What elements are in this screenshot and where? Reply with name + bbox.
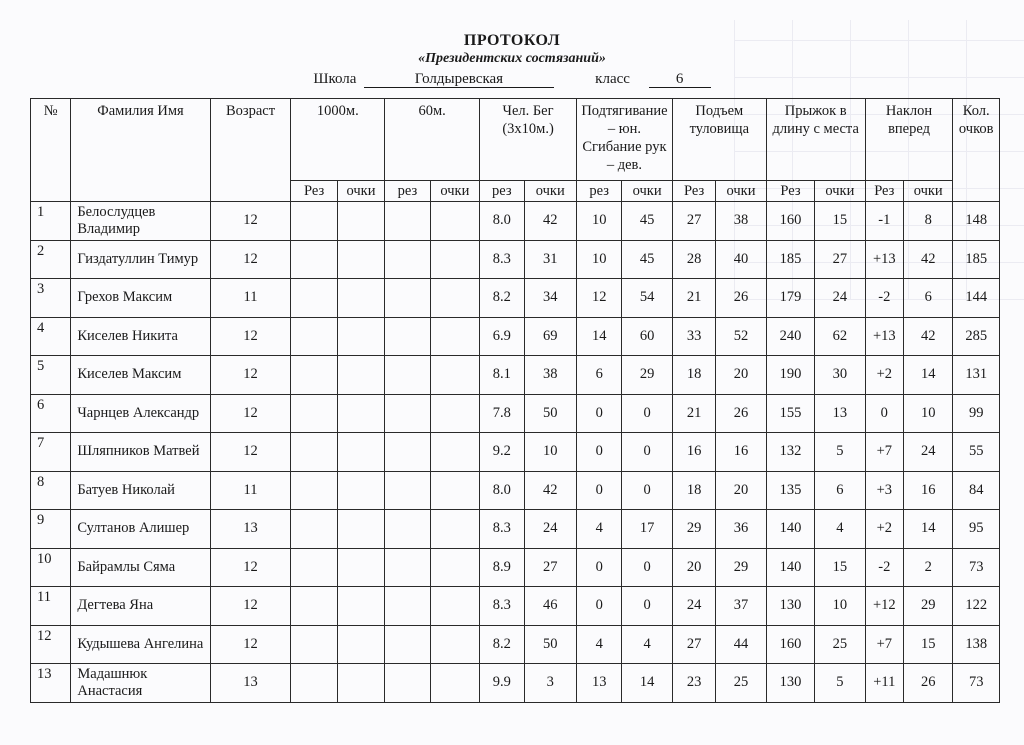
shuttle-result: 8.9	[480, 548, 524, 587]
shuttle-result: 8.3	[480, 240, 524, 279]
run-60-points	[430, 510, 479, 549]
situps-points: 52	[716, 317, 766, 356]
bend-points: 24	[903, 433, 952, 472]
bend-result: +11	[865, 664, 903, 703]
header-name: Фамилия Имя	[71, 99, 210, 202]
run-60-points	[430, 625, 479, 664]
run-60-result	[385, 510, 430, 549]
bend-result: -2	[865, 548, 903, 587]
total-points: 285	[953, 317, 1000, 356]
pullups-points: 4	[622, 625, 672, 664]
age-cell: 12	[210, 202, 291, 241]
shuttle-points: 27	[524, 548, 577, 587]
row-number: 9	[31, 510, 71, 549]
bend-result: -2	[865, 279, 903, 318]
bend-points: 42	[903, 240, 952, 279]
shuttle-points: 38	[524, 356, 577, 395]
run-60-points	[430, 471, 479, 510]
long-jump-points: 30	[815, 356, 865, 395]
run-60-result	[385, 433, 430, 472]
age-cell: 12	[210, 394, 291, 433]
run-60-result	[385, 664, 430, 703]
subheader-points: очки	[622, 181, 672, 202]
student-name: Чарнцев Александр	[71, 394, 210, 433]
long-jump-points: 15	[815, 548, 865, 587]
long-jump-points: 5	[815, 664, 865, 703]
bend-points: 6	[903, 279, 952, 318]
pullups-result: 12	[577, 279, 622, 318]
subheader-result: Рез	[766, 181, 814, 202]
pullups-result: 0	[577, 394, 622, 433]
subheader-points: очки	[524, 181, 577, 202]
long-jump-result: 190	[766, 356, 814, 395]
shuttle-result: 8.0	[480, 202, 524, 241]
shuttle-points: 50	[524, 394, 577, 433]
row-number: 2	[31, 240, 71, 279]
school-label: Школа	[313, 71, 357, 87]
run-60-points	[430, 356, 479, 395]
bend-points: 14	[903, 510, 952, 549]
long-jump-result: 160	[766, 625, 814, 664]
pullups-points: 0	[622, 587, 672, 626]
shuttle-result: 8.3	[480, 587, 524, 626]
situps-points: 29	[716, 548, 766, 587]
long-jump-points: 15	[815, 202, 865, 241]
run-1000-result	[291, 587, 337, 626]
header-total: Кол. очков	[953, 99, 1000, 202]
student-name: Султанов Алишер	[71, 510, 210, 549]
run-1000-result	[291, 664, 337, 703]
student-name: Кудышева Ангелина	[71, 625, 210, 664]
pullups-result: 4	[577, 625, 622, 664]
shuttle-points: 69	[524, 317, 577, 356]
age-cell: 11	[210, 471, 291, 510]
long-jump-result: 240	[766, 317, 814, 356]
table-row	[31, 587, 1000, 626]
total-points: 131	[953, 356, 1000, 395]
class-value: 6	[649, 71, 711, 88]
row-number: 11	[31, 587, 71, 626]
table-row	[31, 317, 1000, 356]
class-label: класс	[595, 71, 630, 87]
document-header	[0, 32, 1024, 67]
row-number: 6	[31, 394, 71, 433]
age-cell: 12	[210, 587, 291, 626]
bend-points: 29	[903, 587, 952, 626]
run-1000-result	[291, 510, 337, 549]
table-row	[31, 664, 1000, 703]
age-cell: 11	[210, 279, 291, 318]
situps-points: 20	[716, 471, 766, 510]
header-run-60: 60м.	[385, 99, 480, 181]
long-jump-result: 185	[766, 240, 814, 279]
situps-result: 21	[672, 394, 715, 433]
row-number: 1	[31, 202, 71, 241]
pullups-result: 10	[577, 202, 622, 241]
pullups-result: 0	[577, 548, 622, 587]
row-number: 3	[31, 279, 71, 318]
situps-points: 25	[716, 664, 766, 703]
run-60-points	[430, 279, 479, 318]
table-row	[31, 625, 1000, 664]
run-60-result	[385, 317, 430, 356]
long-jump-points: 27	[815, 240, 865, 279]
run-1000-result	[291, 202, 337, 241]
subheader-result: Рез	[672, 181, 715, 202]
bend-points: 10	[903, 394, 952, 433]
document-title: ПРОТОКОЛ	[463, 32, 561, 49]
pullups-result: 13	[577, 664, 622, 703]
total-points: 73	[953, 664, 1000, 703]
total-points: 122	[953, 587, 1000, 626]
shuttle-result: 6.9	[480, 317, 524, 356]
student-name: Белослудцев Владимир	[71, 202, 210, 241]
table-row	[31, 356, 1000, 395]
subheader-result: Рез	[291, 181, 337, 202]
age-cell: 12	[210, 433, 291, 472]
age-cell: 12	[210, 317, 291, 356]
pullups-result: 6	[577, 356, 622, 395]
long-jump-result: 179	[766, 279, 814, 318]
age-cell: 13	[210, 510, 291, 549]
bend-result: +3	[865, 471, 903, 510]
run-60-result	[385, 625, 430, 664]
pullups-points: 0	[622, 548, 672, 587]
row-number: 5	[31, 356, 71, 395]
student-name: Мадашнюк Анастасия	[71, 664, 210, 703]
table-row	[31, 548, 1000, 587]
row-number: 13	[31, 664, 71, 703]
run-60-points	[430, 587, 479, 626]
run-60-result	[385, 240, 430, 279]
table-row	[31, 510, 1000, 549]
situps-result: 29	[672, 510, 715, 549]
run-1000-points	[337, 548, 384, 587]
run-60-result	[385, 471, 430, 510]
situps-points: 40	[716, 240, 766, 279]
pullups-result: 0	[577, 433, 622, 472]
table-row	[31, 394, 1000, 433]
header-bend: Наклон вперед	[865, 99, 953, 181]
age-cell: 12	[210, 240, 291, 279]
row-number: 4	[31, 317, 71, 356]
run-1000-points	[337, 317, 384, 356]
long-jump-points: 10	[815, 587, 865, 626]
run-60-points	[430, 317, 479, 356]
bend-result: +7	[865, 625, 903, 664]
bend-points: 15	[903, 625, 952, 664]
student-name: Грехов Максим	[71, 279, 210, 318]
age-cell: 12	[210, 548, 291, 587]
row-number: 10	[31, 548, 71, 587]
run-1000-result	[291, 471, 337, 510]
run-1000-result	[291, 433, 337, 472]
long-jump-points: 25	[815, 625, 865, 664]
header-num: №	[31, 99, 71, 202]
pullups-points: 45	[622, 202, 672, 241]
shuttle-points: 24	[524, 510, 577, 549]
table-row	[31, 202, 1000, 241]
pullups-points: 29	[622, 356, 672, 395]
run-1000-points	[337, 356, 384, 395]
header-situps: Подъем туловища	[672, 99, 766, 181]
shuttle-points: 3	[524, 664, 577, 703]
long-jump-points: 4	[815, 510, 865, 549]
shuttle-result: 9.9	[480, 664, 524, 703]
situps-result: 18	[672, 356, 715, 395]
bend-points: 14	[903, 356, 952, 395]
row-number: 7	[31, 433, 71, 472]
subheader-result: Рез	[865, 181, 903, 202]
run-1000-points	[337, 625, 384, 664]
subheader-result: рез	[480, 181, 524, 202]
total-points: 95	[953, 510, 1000, 549]
run-1000-result	[291, 317, 337, 356]
bend-points: 8	[903, 202, 952, 241]
run-60-result	[385, 587, 430, 626]
subheader-result: рез	[385, 181, 430, 202]
student-name: Дегтева Яна	[71, 587, 210, 626]
shuttle-points: 34	[524, 279, 577, 318]
header-run-1000: 1000м.	[291, 99, 385, 181]
pullups-points: 0	[622, 433, 672, 472]
situps-points: 44	[716, 625, 766, 664]
table-row	[31, 279, 1000, 318]
bend-result: -1	[865, 202, 903, 241]
student-name: Киселев Максим	[71, 356, 210, 395]
shuttle-result: 8.2	[480, 279, 524, 318]
total-points: 185	[953, 240, 1000, 279]
long-jump-points: 6	[815, 471, 865, 510]
age-cell: 12	[210, 356, 291, 395]
situps-points: 26	[716, 279, 766, 318]
situps-result: 23	[672, 664, 715, 703]
school-name: Голдыревская	[364, 71, 554, 88]
long-jump-points: 13	[815, 394, 865, 433]
run-1000-points	[337, 433, 384, 472]
run-1000-result	[291, 394, 337, 433]
pullups-result: 0	[577, 587, 622, 626]
run-1000-result	[291, 625, 337, 664]
long-jump-result: 135	[766, 471, 814, 510]
shuttle-points: 50	[524, 625, 577, 664]
long-jump-points: 24	[815, 279, 865, 318]
pullups-result: 4	[577, 510, 622, 549]
long-jump-result: 132	[766, 433, 814, 472]
run-1000-result	[291, 548, 337, 587]
bend-result: +13	[865, 240, 903, 279]
pullups-points: 54	[622, 279, 672, 318]
bend-result: +13	[865, 317, 903, 356]
bend-result: +2	[865, 356, 903, 395]
header-age: Возраст	[210, 99, 291, 202]
run-1000-points	[337, 202, 384, 241]
bend-points: 26	[903, 664, 952, 703]
shuttle-result: 8.3	[480, 510, 524, 549]
pullups-result: 10	[577, 240, 622, 279]
run-1000-result	[291, 279, 337, 318]
table-row	[31, 240, 1000, 279]
run-1000-points	[337, 664, 384, 703]
situps-points: 16	[716, 433, 766, 472]
situps-points: 36	[716, 510, 766, 549]
run-60-result	[385, 356, 430, 395]
situps-result: 27	[672, 625, 715, 664]
run-1000-points	[337, 510, 384, 549]
shuttle-points: 42	[524, 202, 577, 241]
long-jump-result: 155	[766, 394, 814, 433]
subheader-points: очки	[337, 181, 384, 202]
situps-result: 18	[672, 471, 715, 510]
header-pullups: Подтягивание – юн. Сгибание рук – дев.	[577, 99, 673, 181]
total-points: 138	[953, 625, 1000, 664]
subheader-points: очки	[903, 181, 952, 202]
bend-result: +7	[865, 433, 903, 472]
student-name: Байрамлы Сяма	[71, 548, 210, 587]
run-60-points	[430, 202, 479, 241]
table-row	[31, 471, 1000, 510]
pullups-points: 14	[622, 664, 672, 703]
long-jump-result: 130	[766, 664, 814, 703]
school-line	[0, 71, 1024, 88]
bend-points: 2	[903, 548, 952, 587]
run-1000-result	[291, 240, 337, 279]
student-name: Киселев Никита	[71, 317, 210, 356]
shuttle-result: 8.2	[480, 625, 524, 664]
student-name: Гиздатуллин Тимур	[71, 240, 210, 279]
run-60-result	[385, 548, 430, 587]
situps-points: 37	[716, 587, 766, 626]
shuttle-result: 9.2	[480, 433, 524, 472]
situps-result: 21	[672, 279, 715, 318]
total-points: 73	[953, 548, 1000, 587]
long-jump-result: 140	[766, 548, 814, 587]
total-points: 99	[953, 394, 1000, 433]
run-60-result	[385, 202, 430, 241]
subheader-result: рез	[577, 181, 622, 202]
student-name: Батуев Николай	[71, 471, 210, 510]
total-points: 55	[953, 433, 1000, 472]
run-1000-points	[337, 587, 384, 626]
total-points: 148	[953, 202, 1000, 241]
run-60-points	[430, 433, 479, 472]
situps-result: 16	[672, 433, 715, 472]
pullups-result: 0	[577, 471, 622, 510]
age-cell: 13	[210, 664, 291, 703]
run-60-points	[430, 394, 479, 433]
long-jump-points: 5	[815, 433, 865, 472]
bend-points: 16	[903, 471, 952, 510]
pullups-points: 17	[622, 510, 672, 549]
run-60-points	[430, 548, 479, 587]
total-points: 144	[953, 279, 1000, 318]
long-jump-result: 130	[766, 587, 814, 626]
header-long-jump: Прыжок в длину с места	[766, 99, 865, 181]
total-points: 84	[953, 471, 1000, 510]
subheader-points: очки	[815, 181, 865, 202]
situps-points: 20	[716, 356, 766, 395]
run-60-result	[385, 394, 430, 433]
row-number: 12	[31, 625, 71, 664]
run-1000-points	[337, 279, 384, 318]
bend-result: +12	[865, 587, 903, 626]
header-shuttle: Чел. Бег (3х10м.)	[480, 99, 577, 181]
situps-result: 33	[672, 317, 715, 356]
row-number: 8	[31, 471, 71, 510]
shuttle-points: 31	[524, 240, 577, 279]
situps-result: 27	[672, 202, 715, 241]
run-60-result	[385, 279, 430, 318]
results-table	[30, 98, 1000, 703]
shuttle-points: 46	[524, 587, 577, 626]
long-jump-points: 62	[815, 317, 865, 356]
shuttle-result: 8.1	[480, 356, 524, 395]
long-jump-result: 140	[766, 510, 814, 549]
run-1000-points	[337, 240, 384, 279]
run-1000-result	[291, 356, 337, 395]
shuttle-result: 7.8	[480, 394, 524, 433]
shuttle-points: 10	[524, 433, 577, 472]
pullups-points: 0	[622, 471, 672, 510]
student-name: Шляпников Матвей	[71, 433, 210, 472]
bend-result: 0	[865, 394, 903, 433]
run-60-points	[430, 240, 479, 279]
pullups-points: 0	[622, 394, 672, 433]
shuttle-result: 8.0	[480, 471, 524, 510]
subheader-points: очки	[430, 181, 479, 202]
pullups-points: 60	[622, 317, 672, 356]
document-subtitle: «Президентских состязаний»	[418, 51, 606, 66]
age-cell: 12	[210, 625, 291, 664]
pullups-result: 14	[577, 317, 622, 356]
run-1000-points	[337, 394, 384, 433]
situps-result: 20	[672, 548, 715, 587]
run-60-points	[430, 664, 479, 703]
situps-points: 38	[716, 202, 766, 241]
subheader-points: очки	[716, 181, 766, 202]
shuttle-points: 42	[524, 471, 577, 510]
table-row	[31, 433, 1000, 472]
situps-points: 26	[716, 394, 766, 433]
pullups-points: 45	[622, 240, 672, 279]
bend-points: 42	[903, 317, 952, 356]
run-1000-points	[337, 471, 384, 510]
bend-result: +2	[865, 510, 903, 549]
situps-result: 24	[672, 587, 715, 626]
situps-result: 28	[672, 240, 715, 279]
long-jump-result: 160	[766, 202, 814, 241]
